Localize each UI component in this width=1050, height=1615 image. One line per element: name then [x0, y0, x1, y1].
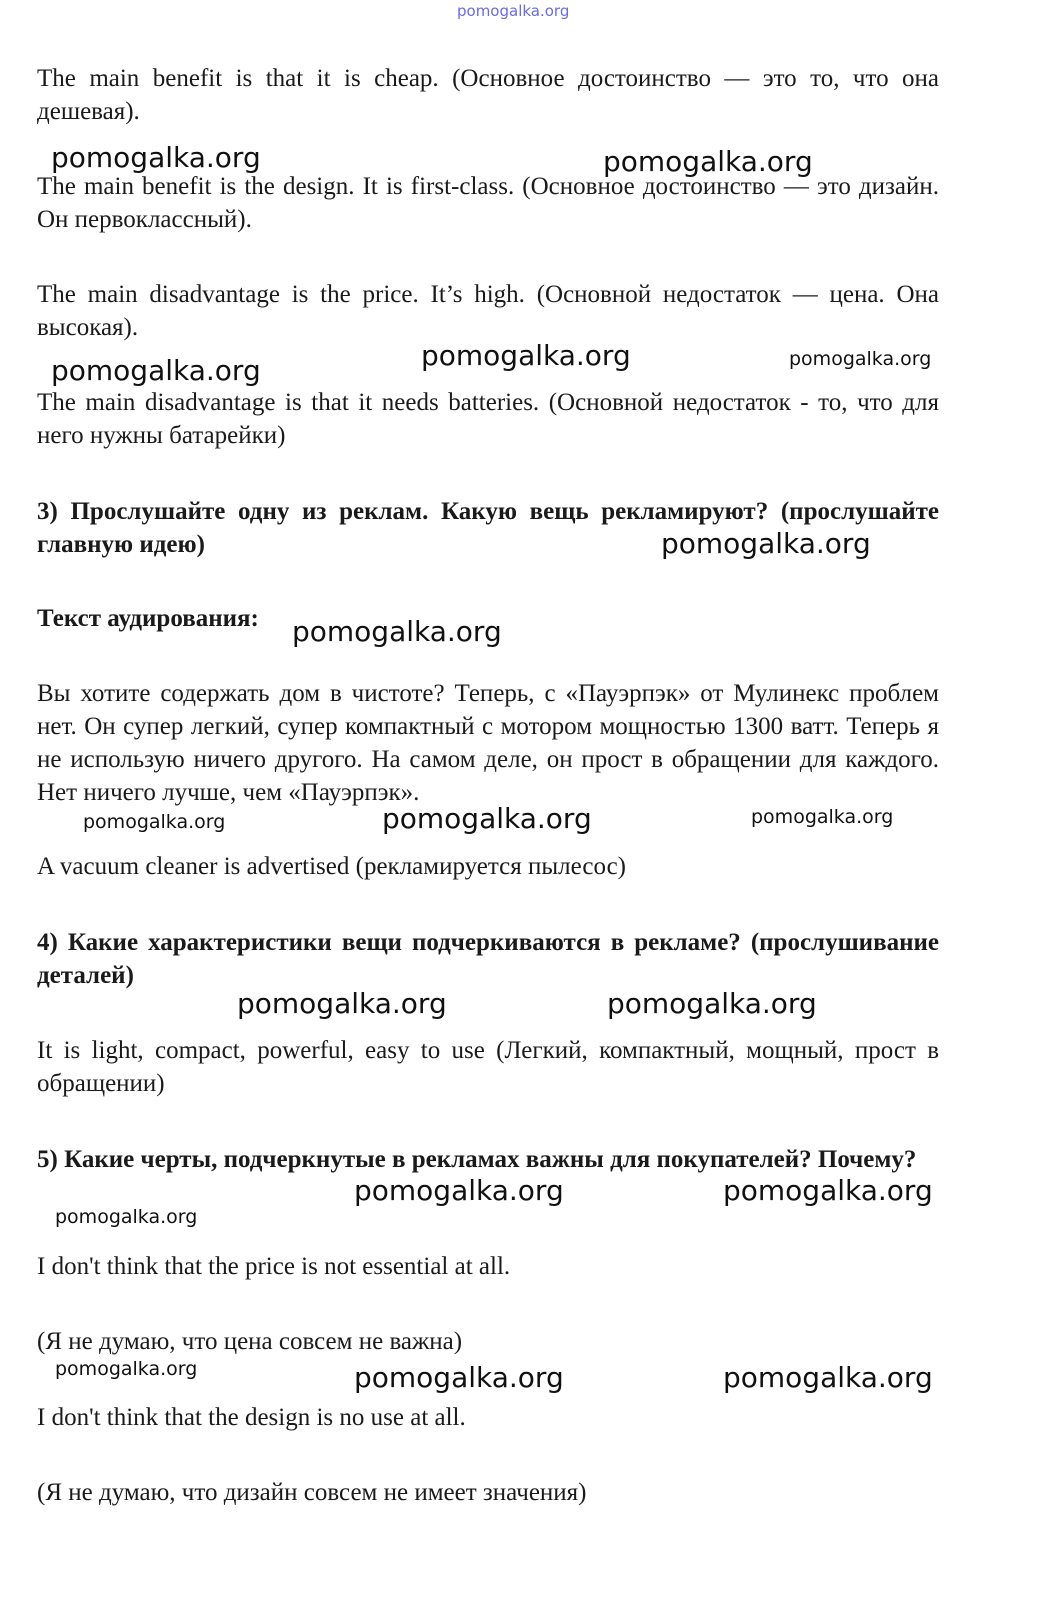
task-5-heading: 5) Какие черты, подчеркнутые в рекламах важны для покупателей? Почему?: [37, 1146, 917, 1173]
paragraph-benefit-design: The main benefit is the design. It is first-class. (Основное достоинство — это дизайн. Он первоклассный).: [37, 173, 939, 233]
paragraph-benefit-cheap: The main benefit is that it is cheap. (Основное достоинство — это то, что она дешевая).: [37, 65, 939, 125]
watermark-stamp: pomogalka.org: [83, 811, 226, 833]
paragraph-disadvantage-price: The main disadvantage is the price. It’s high. (Основной недостаток — цена. Она высокая).: [37, 281, 939, 341]
answer-design-en: I don't think that the design is no use at all.: [37, 1404, 466, 1431]
task-4-heading: 4) Какие характеристики вещи подчеркиваются в рекламе? (прослушивание деталей): [37, 929, 939, 989]
answer-characteristics: It is light, compact, powerful, easy to use (Легкий, компактный, мощный, прост в обращении): [37, 1037, 939, 1097]
answer-vacuum-cleaner: A vacuum cleaner is advertised (рекламируется пылесос): [37, 853, 626, 880]
listening-text-body: Вы хотите содержать дом в чистоте? Теперь, с «Пауэрпэк» от Мулинекс проблем нет. Он супер легкий, супер компактный с мотором мощностью 1300 ватт. Теперь я не использую ничего другого. На самом деле, он прост в обращении для каждого. Нет ничего лучше, чем «Пауэрпэк».: [37, 680, 939, 806]
watermark-stamp: pomogalka.org: [723, 1361, 933, 1394]
top-watermark: pomogalka.org: [457, 2, 570, 20]
watermark-stamp: pomogalka.org: [51, 141, 261, 174]
watermark-stamp: pomogalka.org: [354, 1174, 564, 1207]
watermark-stamp: pomogalka.org: [354, 1361, 564, 1394]
task-3-heading: 3) Прослушайте одну из реклам. Какую вещь рекламируют? (прослушайте главную идею): [37, 498, 939, 558]
answer-design-ru: (Я не думаю, что дизайн совсем не имеет значения): [37, 1479, 587, 1506]
watermark-stamp: pomogalka.org: [723, 1174, 933, 1207]
watermark-stamp: pomogalka.org: [237, 987, 447, 1020]
watermark-stamp: pomogalka.org: [382, 802, 592, 835]
watermark-stamp: pomogalka.org: [55, 1206, 198, 1228]
watermark-stamp: pomogalka.org: [292, 615, 502, 648]
watermark-stamp: pomogalka.org: [751, 806, 894, 828]
watermark-stamp: pomogalka.org: [607, 987, 817, 1020]
watermark-stamp: pomogalka.org: [789, 348, 932, 370]
answer-price-en: I don't think that the price is not essential at all.: [37, 1253, 511, 1280]
watermark-stamp: pomogalka.org: [603, 145, 813, 178]
watermark-stamp: pomogalka.org: [55, 1358, 198, 1380]
watermark-stamp: pomogalka.org: [661, 527, 871, 560]
listening-text-heading: Текст аудирования:: [37, 605, 259, 632]
watermark-stamp: pomogalka.org: [421, 339, 631, 372]
paragraph-disadvantage-batteries: The main disadvantage is that it needs batteries. (Основной недостаток - то, что для него нужны батарейки): [37, 389, 939, 449]
answer-price-ru: (Я не думаю, что цена совсем не важна): [37, 1328, 463, 1355]
watermark-stamp: pomogalka.org: [51, 354, 261, 387]
